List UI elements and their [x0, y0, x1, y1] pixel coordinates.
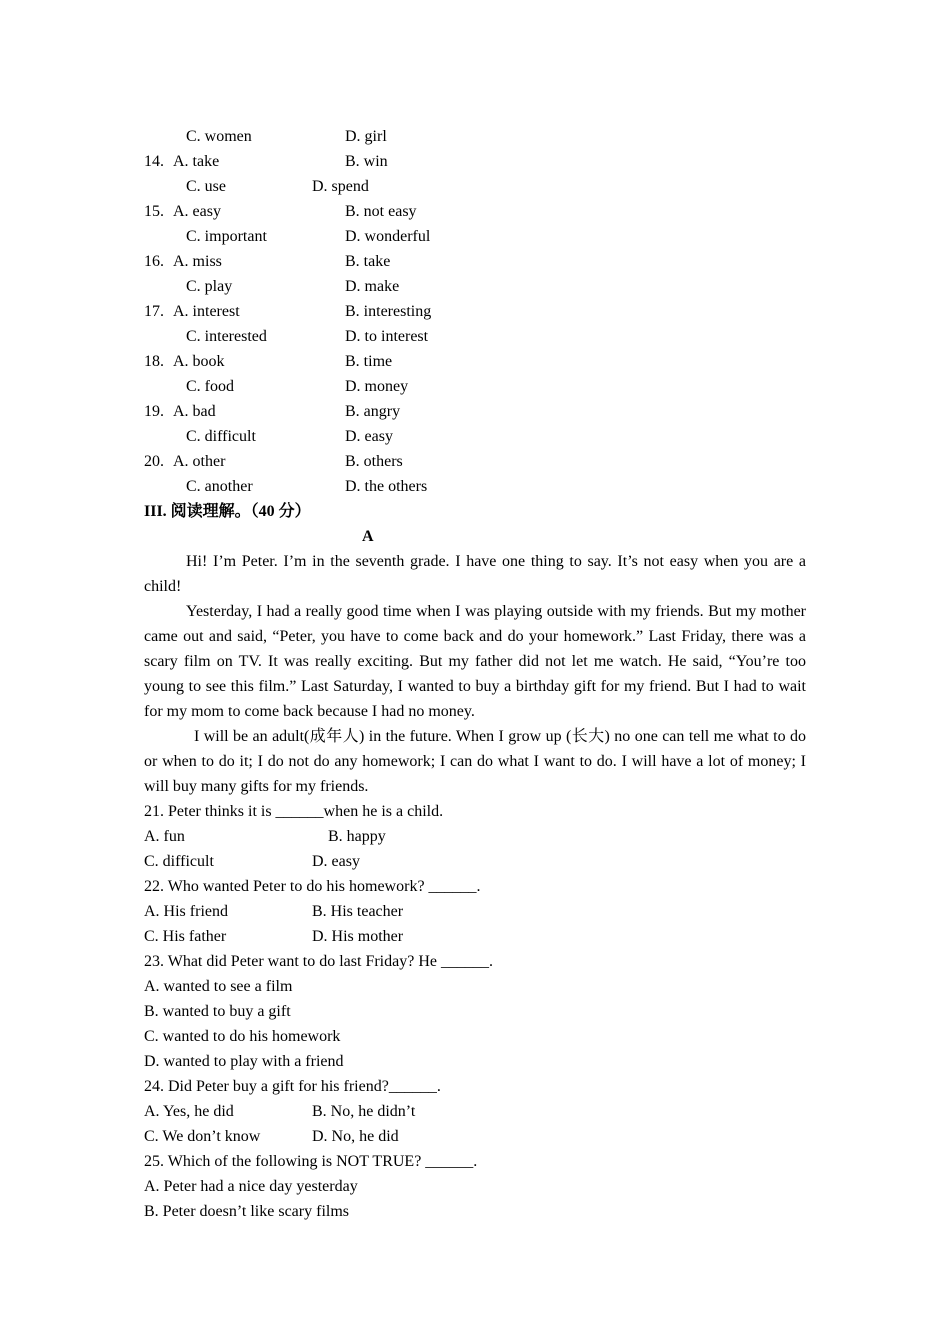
question-16-row2 [144, 274, 806, 299]
passage-label: A [362, 528, 374, 545]
question-21-row2 [144, 849, 806, 874]
question-20-row1 [144, 449, 806, 474]
question-20-row2 [144, 474, 806, 499]
option-c: C. play [186, 278, 233, 295]
option-d: D. spend [312, 178, 369, 195]
option-d: D. girl [345, 128, 387, 145]
option-b: B. angry [345, 403, 401, 420]
option-b: B. win [345, 153, 388, 170]
question-16-row1 [144, 249, 806, 274]
option-c: C. use [186, 178, 226, 195]
question-24-row2 [144, 1124, 806, 1149]
option-c: C. We don’t know [144, 1128, 261, 1145]
question-17-row1 [144, 299, 806, 324]
question-15-row2 [144, 224, 806, 249]
passage-paragraph-1: Hi! I’m Peter. I’m in the seventh grade. I have one thing to say. It’s not easy when you are a child! [144, 553, 806, 595]
option-b: B. His teacher [312, 903, 404, 920]
option-a: A. fun [144, 828, 185, 845]
question-number: 19. [144, 403, 164, 420]
option-c: C. His father [144, 928, 227, 945]
option-a: A. interest [173, 303, 240, 320]
option-c: C. difficult [144, 853, 214, 870]
option-d: D. His mother [312, 928, 404, 945]
option-d: D. No, he did [312, 1128, 399, 1145]
option-c: C. interested [186, 328, 267, 345]
option-a: A. Yes, he did [144, 1103, 234, 1120]
passage-paragraph-3: I will be an adult(成年人) in the future. When I grow up (长大) no one can tell me what to do or when to do it; I do not do any homework; I can do what I want to do. I will have a lot of money; I will buy many gifts for my friends. [144, 728, 806, 795]
option-b: B. time [345, 353, 393, 370]
question-22-row1 [144, 899, 806, 924]
option-d: D. the others [345, 478, 428, 495]
question-22-row2 [144, 924, 806, 949]
option-a: A. other [173, 453, 226, 470]
option-c: C. important [186, 228, 267, 245]
question-number: 14. [144, 153, 164, 170]
option-d: D. easy [312, 853, 360, 870]
passage-paragraph-2: Yesterday, I had a really good time when I was playing outside with my friends. But my mother came out and said, “Peter, you have to come back and do your homework.” Last Friday, there was a scary film on TV. It was really exciting. But my father did not let me watch. He said, “You’re too young to see this film.” Last Saturday, I wanted to buy a birthday gift for my friend. But I had to wait for my mom to come back because I had no money. [144, 603, 806, 720]
option-a: A. take [173, 153, 220, 170]
option-b: B. No, he didn’t [312, 1103, 416, 1120]
question-23-stem: 23. What did Peter want to do last Friday? He ______. [144, 953, 493, 970]
question-19-row1 [144, 399, 806, 424]
question-25-option-a: A. Peter had a nice day yesterday [144, 1178, 358, 1195]
question-23-option-b: B. wanted to buy a gift [144, 1003, 291, 1020]
question-25-option-b: B. Peter doesn’t like scary films [144, 1203, 349, 1220]
question-14-row2 [144, 174, 806, 199]
question-number: 16. [144, 253, 164, 270]
question-25-stem: 25. Which of the following is NOT TRUE? ______. [144, 1153, 478, 1170]
option-c: C. difficult [186, 428, 256, 445]
option-c: C. women [186, 128, 252, 145]
option-c: C. food [186, 378, 234, 395]
option-a: A. miss [173, 253, 222, 270]
question-24-row1 [144, 1099, 806, 1124]
option-b: B. others [345, 453, 403, 470]
question-17-row2 [144, 324, 806, 349]
option-d: D. to interest [345, 328, 429, 345]
option-b: B. interesting [345, 303, 432, 320]
option-a: A. His friend [144, 903, 228, 920]
cloze-options [144, 124, 806, 499]
option-b: B. happy [328, 828, 386, 845]
question-number: 20. [144, 453, 164, 470]
option-a: A. easy [173, 203, 221, 220]
option-a: A. bad [173, 403, 216, 420]
option-a: A. book [173, 353, 225, 370]
question-23-option-a: A. wanted to see a film [144, 978, 293, 995]
option-d: D. money [345, 378, 409, 395]
option-d: D. wonderful [345, 228, 431, 245]
question-14-row1 [144, 149, 806, 174]
question-number: 18. [144, 353, 164, 370]
question-15-row1 [144, 199, 806, 224]
question-18-row1 [144, 349, 806, 374]
question-21-stem: 21. Peter thinks it is ______when he is a child. [144, 803, 444, 820]
option-c: C. another [186, 478, 253, 495]
option-row [144, 124, 806, 149]
question-24-stem: 24. Did Peter buy a gift for his friend?______. [144, 1078, 441, 1095]
worksheet-page [144, 124, 806, 1224]
option-d: D. make [345, 278, 400, 295]
question-23-option-c: C. wanted to do his homework [144, 1028, 341, 1045]
option-d: D. easy [345, 428, 393, 445]
question-19-row2 [144, 424, 806, 449]
question-number: 15. [144, 203, 164, 220]
question-18-row2 [144, 374, 806, 399]
question-22-stem: 22. Who wanted Peter to do his homework? ______. [144, 878, 481, 895]
option-b: B. not easy [345, 203, 417, 220]
question-21-row1 [144, 824, 806, 849]
question-number: 17. [144, 303, 164, 320]
section-heading: III. 阅读理解。（40 分） [144, 503, 311, 520]
option-b: B. take [345, 253, 391, 270]
question-23-option-d: D. wanted to play with a friend [144, 1053, 344, 1070]
